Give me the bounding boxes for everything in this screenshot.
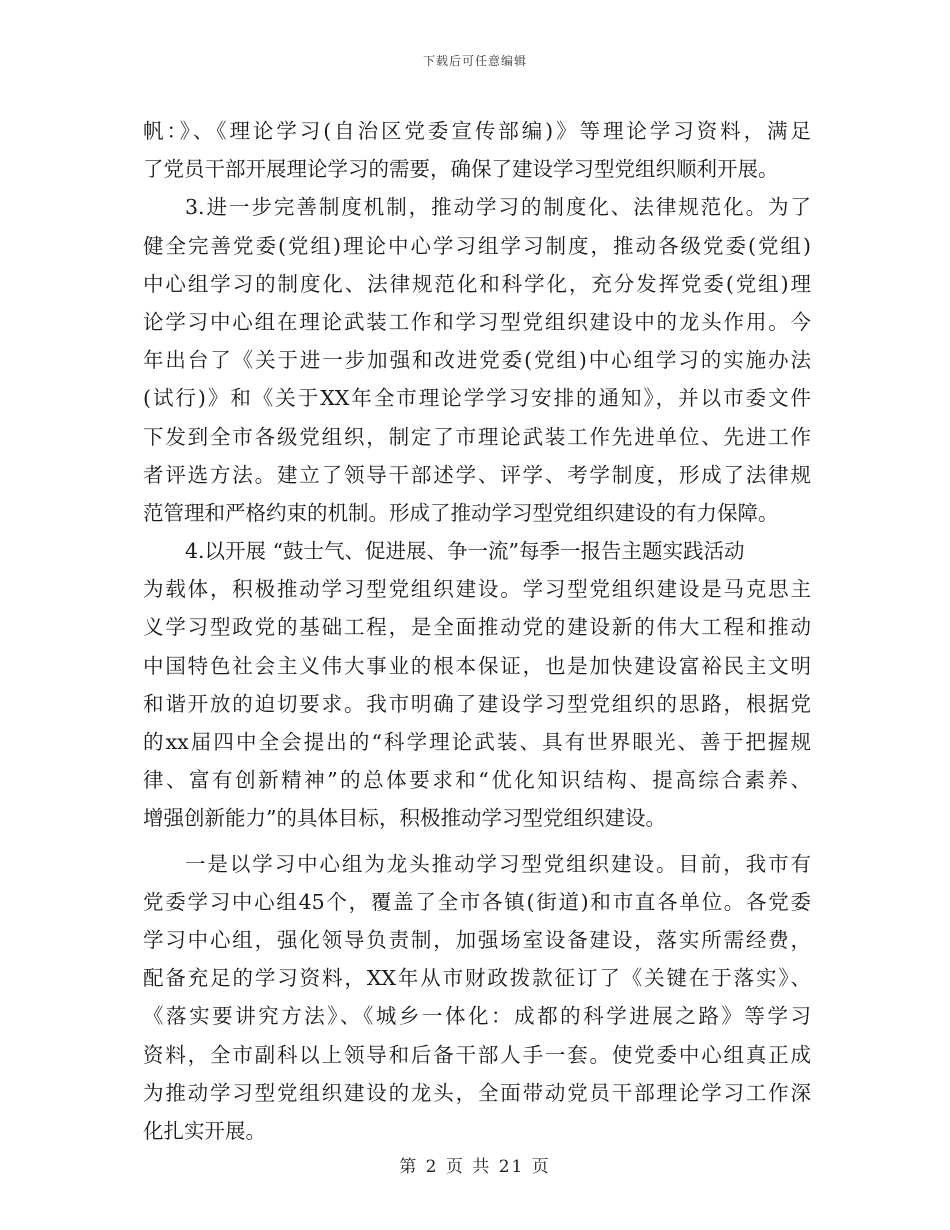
text-line: 为推动学习型党组织建设的龙头，全面带动党员干部理论学习工作深 bbox=[143, 1080, 811, 1105]
text-line: 《落实要讲究方法》、《城乡一体化：成都的科学进展之路》等学习 bbox=[143, 1004, 811, 1029]
text-line: 帆：》、《理论学习(自治区党委宣传部编)》等理论学习资料，满足 bbox=[143, 119, 811, 143]
text-line: 一是以学习中心组为龙头推动学习型党组织建设。目前，我市有 bbox=[185, 851, 811, 876]
text-line: 化扎实开展。 bbox=[143, 1118, 266, 1143]
text-line: 了党员干部开展理论学习的需要，确保了建设学习型党组织顺利开展。 bbox=[143, 157, 779, 182]
document-body bbox=[143, 112, 811, 1150]
text-line: 资料，全市副科以上领导和后备干部人手一套。使党委中心组真正成 bbox=[143, 1042, 811, 1067]
text-line: 律、富有创新精神”的总体要求和“优化知识结构、提高综合素养、 bbox=[143, 768, 811, 793]
page-header: 下载后可任意编辑 bbox=[422, 54, 527, 68]
text-line: 党委学习中心组45个，覆盖了全市各镇(街道)和市直各单位。各党委 bbox=[143, 889, 811, 914]
text-line: 下发到全市各级党组织，制定了市理论武装工作先进单位、先进工作 bbox=[143, 424, 811, 449]
text-line: 义学习型政党的基础工程，是全面推动党的建设新的伟大工程和推动 bbox=[143, 615, 811, 640]
text-line: 3.进一步完善制度机制，推动学习的制度化、法律规范化。为了 bbox=[185, 195, 811, 220]
text-line: (试行)》和《关于XX年全市理论学学习安排的通知》，并以市委文件 bbox=[143, 386, 811, 411]
paragraph-study-group bbox=[143, 845, 811, 1151]
text-line: 中心组学习的制度化、法律规范化和科学化，充分发挥党委(党组)理 bbox=[143, 271, 811, 296]
text-line: 的xx届四中全会提出的“科学理论武装、具有世界眼光、善于把握规 bbox=[143, 730, 811, 754]
paragraph-continuation bbox=[143, 112, 811, 188]
text-line: 中国特色社会主义伟大事业的根本保证，也是加快建设富裕民主文明 bbox=[143, 653, 811, 678]
text-line: 年出台了《关于进一步加强和改进党委(党组)中心组学习的实施办法 bbox=[143, 348, 811, 373]
text-line: 为载体，积极推动学习型党组织建设。学习型党组织建设是马克思主 bbox=[143, 577, 811, 602]
paragraph-item-3 bbox=[143, 188, 811, 532]
text-line: 范管理和严格约束的机制。形成了推动学习型党组织建设的有力保障。 bbox=[143, 500, 779, 525]
text-line: 配备充足的学习资料，XX年从市财政拨款征订了《关键在于落实》、 bbox=[143, 966, 811, 991]
text-line: 论学习中心组在理论武装工作和学习型党组织建设中的龙头作用。今 bbox=[143, 309, 811, 334]
text-line: 者评选方法。建立了领导干部述学、评学、考学制度，形成了法律规 bbox=[143, 462, 811, 487]
paragraph-spacer bbox=[143, 838, 811, 845]
page-number-footer: 第 2 页 共 21 页 bbox=[399, 1157, 551, 1177]
text-line: 和谐开放的迫切要求。我市明确了建设学习型党组织的思路，根据党 bbox=[143, 691, 811, 716]
text-line: 增强创新能力”的具体目标，积极推动学习型党组织建设。 bbox=[143, 806, 666, 831]
text-line: 健全完善党委(党组)理论中心学习组学习制度，推动各级党委(党组) bbox=[143, 233, 811, 258]
text-line: 学习中心组，强化领导负责制，加强场室设备建设，落实所需经费， bbox=[143, 927, 811, 952]
paragraph-item-4 bbox=[143, 532, 811, 838]
text-line: 4.以开展 “鼓士气、促进展、争一流”每季一报告主题实践活动 bbox=[185, 539, 745, 564]
